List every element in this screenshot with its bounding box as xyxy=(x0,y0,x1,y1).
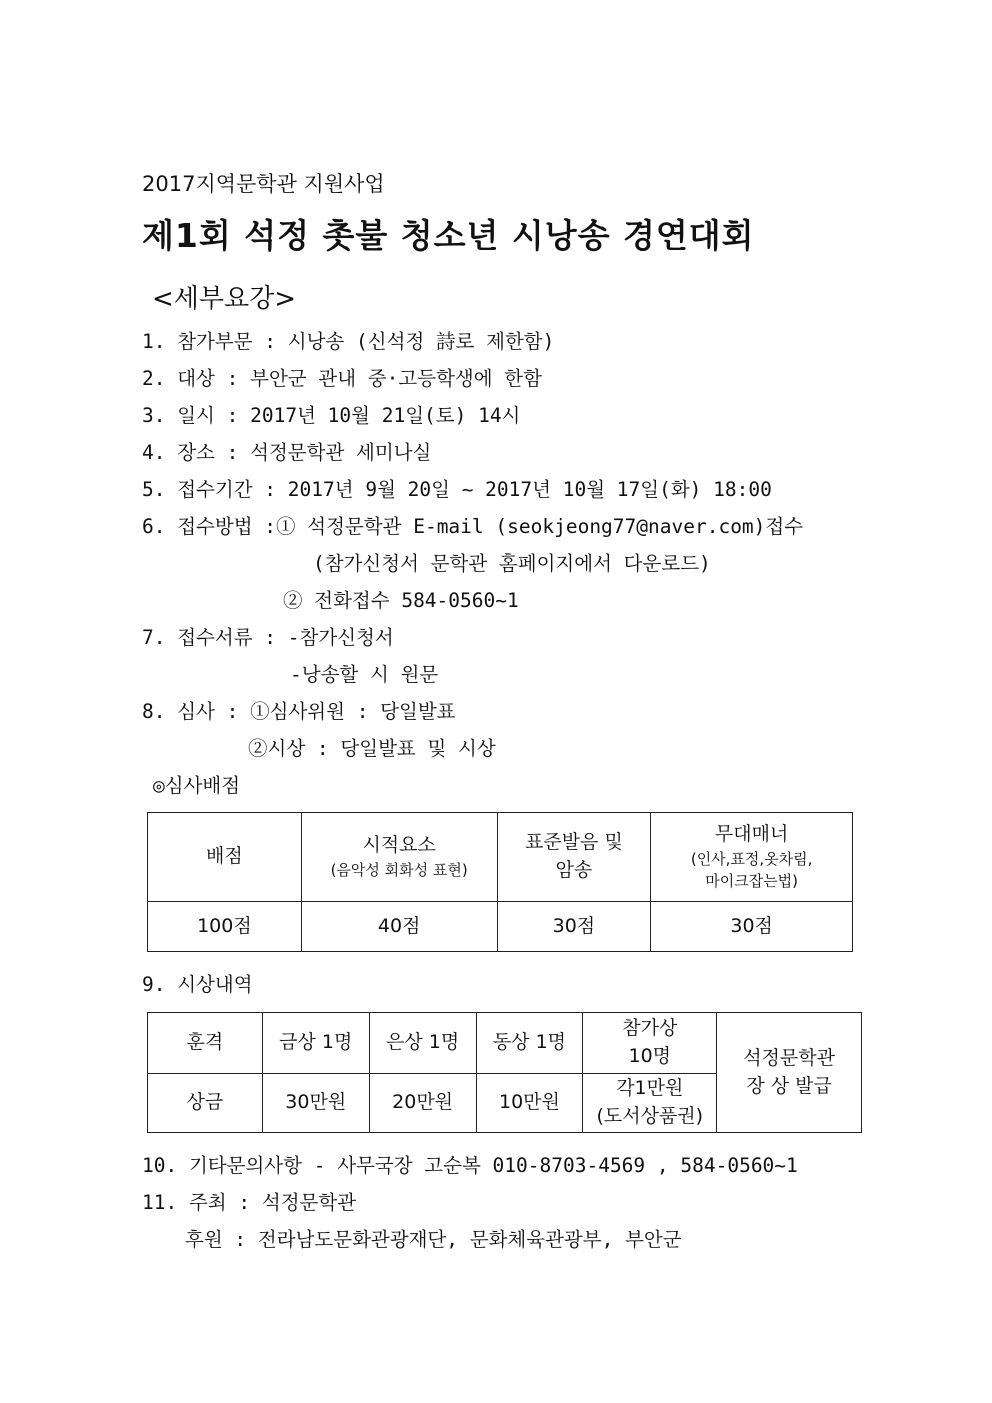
item-venue: 4. 장소 : 석정문학관 세미나실 xyxy=(142,441,432,464)
score-value-poetic: 40점 xyxy=(301,902,497,952)
score-value-pronunciation: 30점 xyxy=(497,902,651,952)
award-silver: 은상 1명 xyxy=(369,1013,476,1074)
award-certificate-line2: 장 상 발급 xyxy=(746,1074,832,1097)
award-silver-prize: 20만원 xyxy=(369,1074,476,1133)
item-category: 1. 참가부문 : 시낭송 (신석정 詩로 제한함) xyxy=(142,330,555,353)
document-title: 제1회 석정 촛불 청소년 시낭송 경연대회 xyxy=(142,216,755,255)
score-value-total: 100점 xyxy=(148,902,302,952)
award-participation-label: 참가상 xyxy=(622,1017,678,1040)
award-table xyxy=(147,1012,862,1133)
item-application-phone: ② 전화접수 584-0560~1 xyxy=(283,589,519,612)
section-heading: <세부요강> xyxy=(152,284,297,314)
score-header-poetic-sub: (음악성 회화성 표현) xyxy=(330,860,468,879)
award-participation-prize xyxy=(583,1074,717,1133)
score-header-manner-sub2: 마이크잡는법) xyxy=(705,871,799,890)
award-header-prize: 상금 xyxy=(148,1074,263,1133)
score-header-manner-sub1: (인사,표정,옷차림, xyxy=(690,850,813,869)
score-header-poetic xyxy=(301,813,497,902)
award-bronze: 동상 1명 xyxy=(476,1013,583,1074)
award-header-rank: 훈격 xyxy=(148,1013,263,1074)
score-header-pronunciation xyxy=(497,813,651,902)
award-bronze-prize: 10만원 xyxy=(476,1074,583,1133)
item-documents: 7. 접수서류 : -참가신청서 xyxy=(142,626,394,649)
score-header-manner xyxy=(651,813,853,902)
item-datetime: 3. 일시 : 2017년 10월 21일(토) 14시 xyxy=(142,404,521,427)
award-gold: 금상 1명 xyxy=(262,1013,369,1074)
award-gold-prize: 30만원 xyxy=(262,1074,369,1133)
award-participation-prize-type: (도서상품권) xyxy=(596,1105,704,1127)
item-documents-poem: -낭송할 시 원문 xyxy=(290,663,439,686)
score-heading: ◎심사배점 xyxy=(153,774,241,797)
item-application-method: 6. 접수방법 :① 석정문학관 E-mail (seokjeong77@naver.com)접수 xyxy=(142,515,804,538)
item-judging: 8. 심사 : ①심사위원 : 당일발표 xyxy=(142,700,456,723)
item-awards-heading: 9. 시상내역 xyxy=(142,973,253,996)
item-organizer: 11. 주최 : 석정문학관 xyxy=(142,1191,357,1214)
award-participation-prize-amount: 각1만원 xyxy=(616,1077,684,1100)
score-header-poetic-label: 시적요소 xyxy=(362,834,436,857)
award-participation xyxy=(583,1013,717,1074)
item-judging-awards: ②시상 : 당일발표 및 시상 xyxy=(248,737,496,760)
score-value-manner: 30점 xyxy=(651,902,853,952)
award-participation-count: 10명 xyxy=(628,1045,672,1067)
award-certificate xyxy=(717,1013,862,1133)
award-certificate-line1: 석정문학관 xyxy=(743,1046,835,1069)
score-table xyxy=(147,812,853,952)
score-header-manner-label: 무대매너 xyxy=(714,823,789,846)
score-header-pronunciation-line1: 표준발음 및 xyxy=(524,831,623,854)
score-header-points: 배점 xyxy=(148,813,302,902)
item-target: 2. 대상 : 부안군 관내 중·고등학생에 한함 xyxy=(142,367,542,390)
item-sponsors: 후원 : 전라남도문화관광재단, 문화체육관광부, 부안군 xyxy=(185,1228,682,1251)
document-subtitle: 2017지역문학관 지원사업 xyxy=(142,172,385,196)
score-header-pronunciation-line2: 암송 xyxy=(555,859,593,881)
item-application-method-note: (참가신청서 문학관 홈페이지에서 다운로드) xyxy=(313,552,711,575)
item-application-period: 5. 접수기간 : 2017년 9월 20일 ~ 2017년 10월 17일(화) 18:00 xyxy=(142,478,772,501)
item-contact: 10. 기타문의사항 - 사무국장 고순복 010-8703-4569 , 584-0560~1 xyxy=(142,1154,798,1177)
